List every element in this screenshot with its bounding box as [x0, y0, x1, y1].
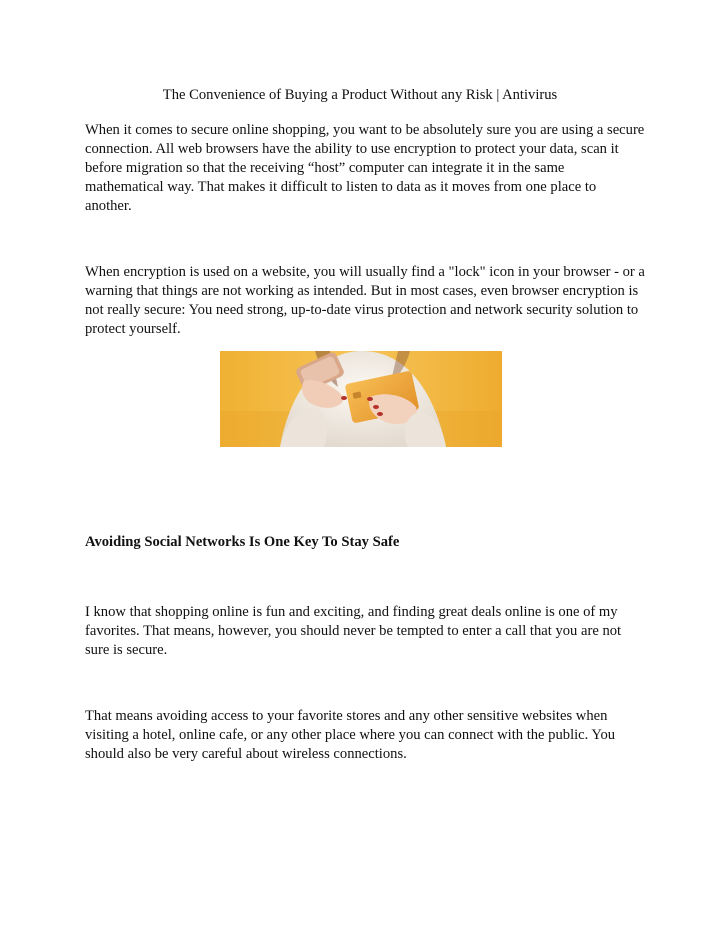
- section-heading: Avoiding Social Networks Is One Key To Stay Safe: [85, 534, 400, 550]
- document-title: The Convenience of Buying a Product Without any Risk | Antivirus: [162, 87, 558, 103]
- credit-card-photo: [220, 351, 502, 447]
- paragraph-avoid-public: That means avoiding access to your favorite stores and any other sensitive websites when visiting a hotel, online cafe, or any other place where you can connect with the public. You should also be very careful about wireless connections.: [85, 708, 616, 762]
- paragraph-encryption-lock: When encryption is used on a website, you will usually find a "lock" icon in your browser - or a warning that things are not working as intended. But in most cases, even browser encryption is not really secure: You need strong, up-to-date virus protection and network security solution to protect yourself.: [85, 264, 645, 337]
- paragraph-shopping-fun: I know that shopping online is fun and exciting, and finding great deals online is one of my favorites. That means, however, you should never be tempted to enter a call that you are not sure is secure.: [85, 604, 622, 658]
- paragraph-secure-connection: When it comes to secure online shopping, you want to be absolutely sure you are using a secure connection. All web browsers have the ability to use encryption to protect your data, scan it before migration so that the receiving “host” computer can integrate it in the same mathematical way. That makes it difficult to listen to data as it moves from one place to another.: [85, 122, 645, 214]
